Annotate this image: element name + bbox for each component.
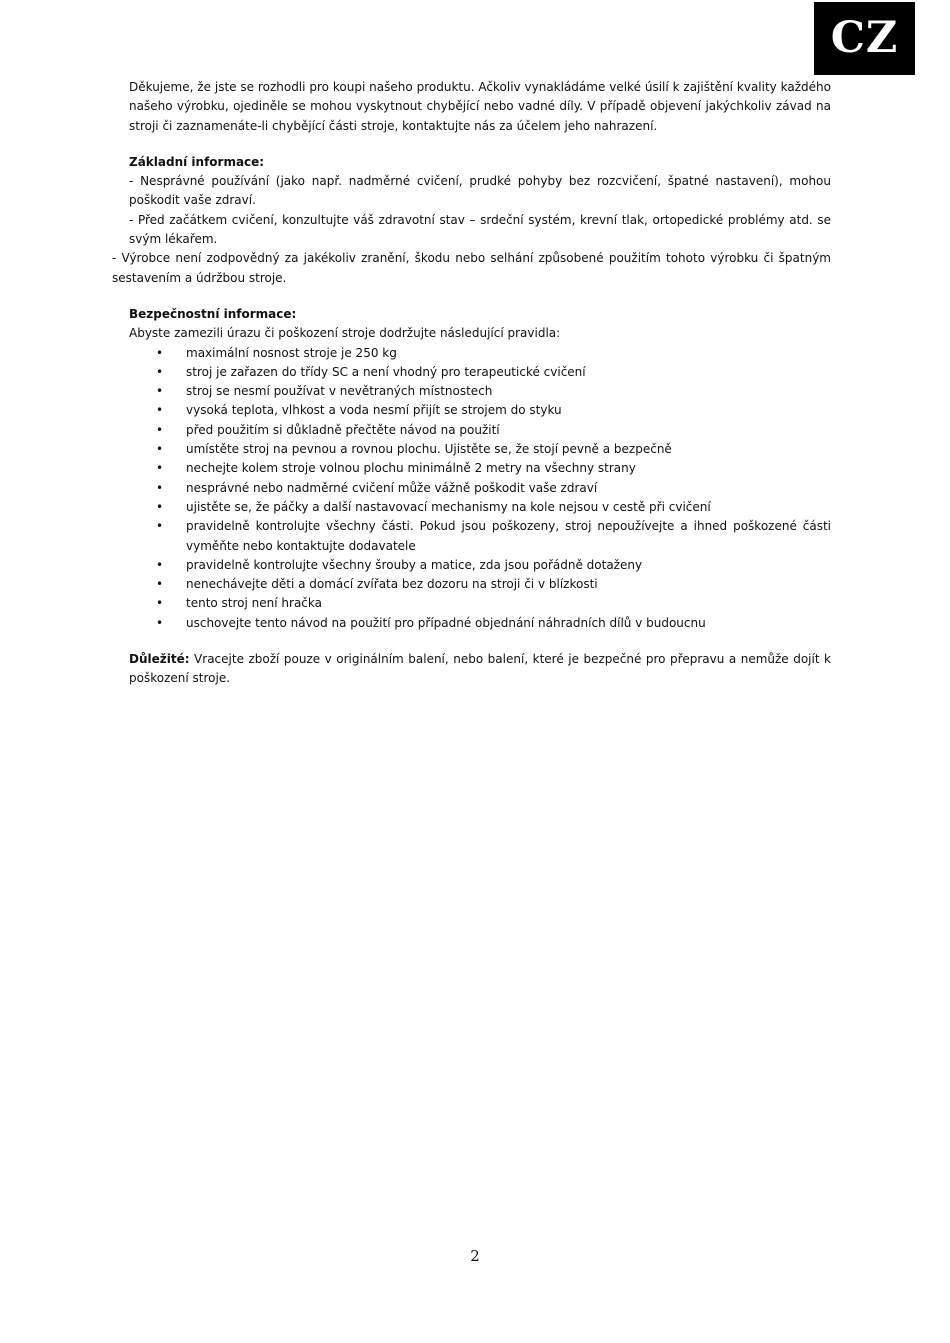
list-item [129,575,831,594]
list-item-text: nesprávné nebo nadměrné cvičení může vážně poškodit vaše zdraví [186,480,598,495]
bullet-icon: • [156,422,164,437]
bullet-icon: • [156,499,164,514]
basic-info-heading: Základní informace: [129,154,265,169]
bullet-icon: • [156,345,164,360]
list-item [129,594,831,613]
intro-paragraph: Děkujeme, že jste se rozhodli pro koupi našeho produktu. Ačkoliv vynakládáme velké úsilí k zajištění kvality každého našeho výrobku, ojediněle se mohou vyskytnout chybějící nebo vadné díly. V případě objevení jakýchkoliv závad na stroji či zaznamenáte-li chybějící části stroje, kontaktujte nás za účelem jeho nahrazení. [129,80,831,133]
list-item [129,440,831,459]
safety-info-intro: Abyste zamezili úrazu či poškození stroje dodržujte následující pravidla: [129,326,561,341]
basic-info-line-2: - Před začátkem cvičení, konzultujte váš zdravotní stav – srdeční systém, krevní tlak, ortopedické problémy atd. se svým lékařem. [129,212,831,247]
bullet-icon: • [156,364,164,379]
bullet-icon: • [156,384,164,399]
list-item-text: tento stroj není hračka [186,596,322,611]
list-item [129,363,831,382]
basic-info-line-3: - Výrobce není zodpovědný za jakékoliv zranění, škodu nebo selhání způsobené použitím tohoto výrobku či špatným sestavením a údržbou stroje. [112,251,831,285]
page-number: 2 [470,1247,480,1265]
list-item-text: vysoká teplota, vlhkost a voda nesmí přijít se strojem do styku [186,403,562,418]
list-item-text: stroj je zařazen do třídy SC a není vhodný pro terapeutické cvičení [186,364,586,379]
bullet-icon: • [156,403,164,418]
list-item-text: nechejte kolem stroje volnou plochu minimálně 2 metry na všechny strany [186,461,636,476]
list-item [129,401,831,420]
bullet-icon: • [156,596,164,611]
list-item-text: uschovejte tento návod na použití pro případné objednání náhradních dílů v budoucnu [186,615,706,630]
list-item [129,498,831,517]
bullet-icon: • [156,615,164,630]
list-item-text: maximální nosnost stroje je 250 kg [186,345,397,360]
list-item [129,517,831,556]
list-item-text: pravidelně kontrolujte všechny šrouby a matice, zda jsou pořádně dotaženy [186,557,643,572]
list-item-text: nenechávejte děti a domácí zvířata bez dozoru na stroji či v blízkosti [186,577,598,592]
list-item [129,421,831,440]
document-body [112,78,831,689]
spacer [129,633,831,650]
list-item-text: ujistěte se, že páčky a další nastavovací mechanismy na kole nejsou v cestě při cvičení [186,499,711,514]
basic-info-line-1: - Nesprávné používání (jako např. nadměrné cvičení, prudké pohyby bez rozcvičení, špatné nastavení), mohou poškodit vaše zdraví. [129,174,831,208]
bullet-icon: • [156,480,164,495]
important-note [129,650,831,689]
safety-rules-list [129,344,831,633]
safety-info-heading: Bezpečnostní informace: [129,306,297,321]
list-item-text: pravidelně kontrolujte všechny části. Pokud jsou poškozeny, stroj nepoužívejte a ihned poškozené části vyměňte nebo kontaktujte dodavatele [186,519,831,553]
list-item [129,344,831,363]
list-item [129,459,831,478]
list-item [129,556,831,575]
bullet-icon: • [156,519,164,534]
bullet-icon: • [156,442,164,457]
bullet-icon: • [156,557,164,572]
important-label: Důležité: [129,652,190,667]
list-item [129,382,831,401]
bullet-icon: • [156,577,164,592]
language-badge: CZ [814,2,915,75]
important-text: Vracejte zboží pouze v originálním balení, nebo balení, které je bezpečné pro přepravu a nemůže dojít k poškození stroje. [129,652,831,686]
list-item-text: před použitím si důkladně přečtěte návod na použití [186,422,500,437]
spacer [129,136,831,153]
list-item-text: umístěte stroj na pevnou a rovnou plochu. Ujistěte se, že stojí pevně a bezpečně [186,442,672,457]
list-item-text: stroj se nesmí používat v nevětraných místnostech [186,384,493,399]
spacer [129,288,831,305]
list-item [129,479,831,498]
bullet-icon: • [156,461,164,476]
list-item [129,614,831,633]
